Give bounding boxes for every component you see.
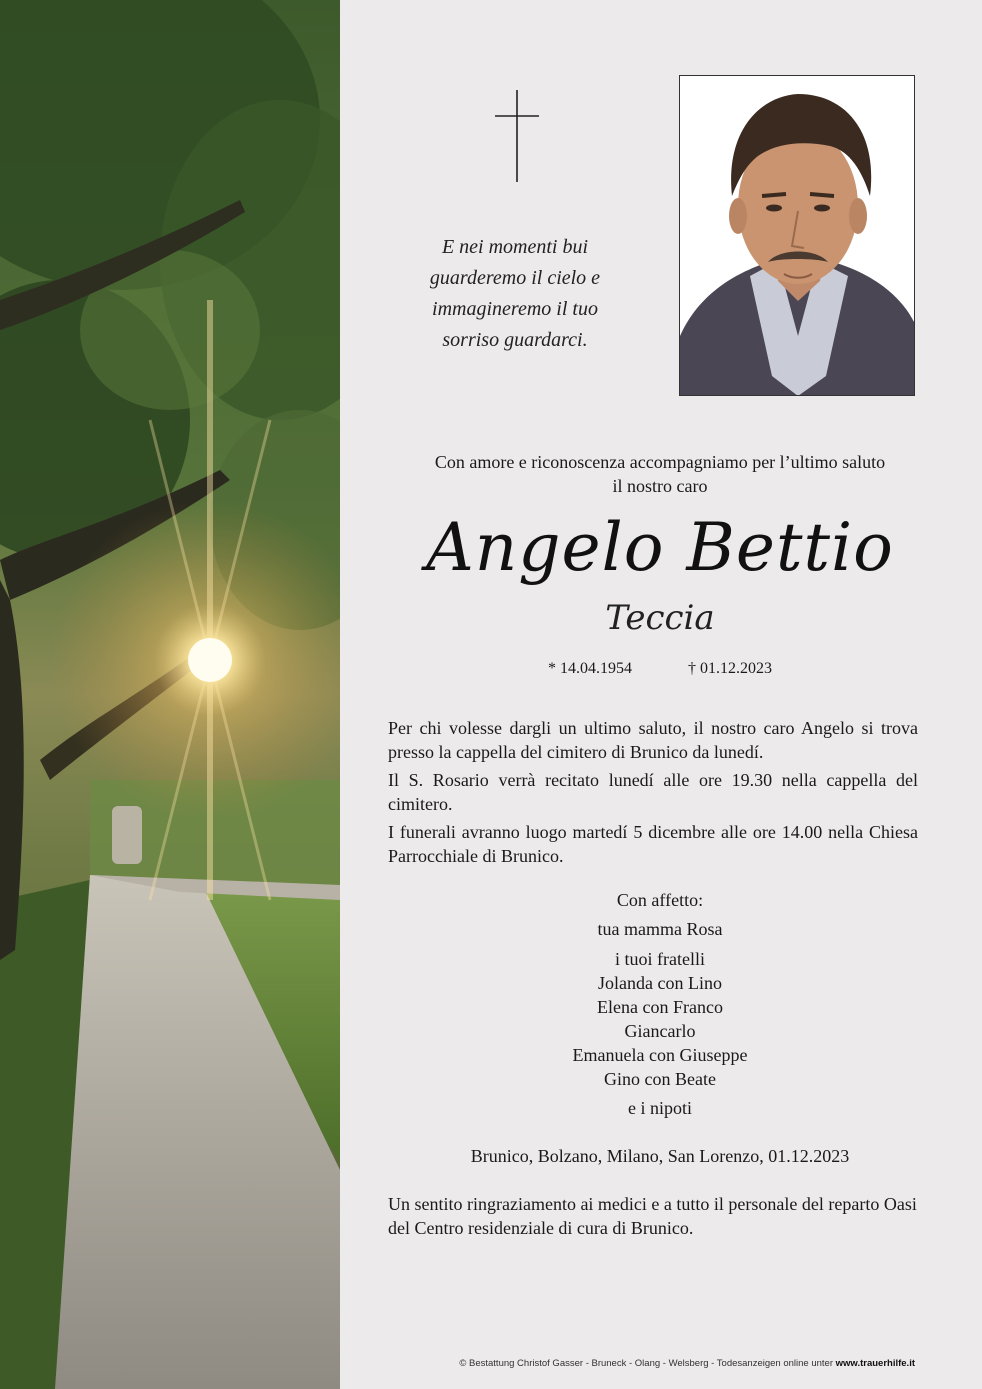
intro-line: il nostro caro: [612, 476, 708, 496]
paragraph: Il S. Rosario verrà recitato lunedí alle ore 19.30 nella cappella del cimitero.: [388, 770, 918, 814]
deceased-nickname: Teccia: [605, 598, 715, 638]
paragraph: I funerali avranno luogo martedí 5 dicembre alle ore 14.00 nella Chiesa Parrocchiale di Brunico.: [388, 822, 918, 866]
footer-text: © Bestattung Christof Gasser - Bruneck - Olang - Welsberg - Todesanzeigen online unter: [459, 1358, 836, 1369]
cross-icon: [495, 90, 539, 182]
poem-line: sorriso guardarci.: [442, 329, 588, 351]
sibling-entry: Elena con Franco: [597, 997, 723, 1017]
paragraph: Per chi volesse dargli un ultimo saluto, il nostro caro Angelo si trova presso la cappella del cimitero di Brunico da lunedí.: [388, 718, 918, 762]
obituary-card: [340, 0, 982, 1389]
announcement-text: [388, 716, 918, 872]
sibling-entry: Gino con Beate: [604, 1069, 716, 1089]
grandchildren-entry: e i nipoti: [628, 1098, 692, 1118]
footer-credit: [380, 1358, 915, 1369]
place-date: Brunico, Bolzano, Milano, San Lorenzo, 01.12.2023: [470, 1146, 850, 1166]
footer-link[interactable]: www.trauerhilfe.it: [835, 1358, 915, 1369]
poem-line: guarderemo il cielo e: [429, 267, 601, 289]
birth-date: * 14.04.1954: [548, 660, 632, 677]
poem-line: E nei momenti bui: [441, 236, 589, 258]
intro-line: Con amore e riconoscenza accompagniamo per l’ultimo saluto: [434, 452, 886, 472]
portrait-photo: [679, 75, 915, 396]
life-dates: [380, 658, 940, 680]
garden-path-photo: [0, 0, 340, 1389]
death-date: † 01.12.2023: [688, 660, 772, 677]
sibling-entry: Emanuela con Giuseppe: [572, 1045, 748, 1065]
mourners-heading: Con affetto:: [616, 890, 704, 910]
sibling-entry: Giancarlo: [624, 1021, 696, 1041]
poem-line: immagineremo il tuo: [432, 298, 598, 320]
memorial-poem: [400, 232, 630, 356]
thanks-text: Un sentito ringraziamento ai medici e a tutto il personale del reparto Oasi del Centro residenziale di cura di Brunico.: [388, 1194, 917, 1238]
deceased-name: Angelo Bettio: [426, 509, 894, 586]
intro-text: [380, 450, 940, 498]
siblings-heading: i tuoi fratelli: [615, 949, 705, 969]
mother-entry: tua mamma Rosa: [597, 919, 723, 939]
mourners-list: [380, 888, 940, 1120]
sibling-entry: Jolanda con Lino: [598, 973, 722, 993]
